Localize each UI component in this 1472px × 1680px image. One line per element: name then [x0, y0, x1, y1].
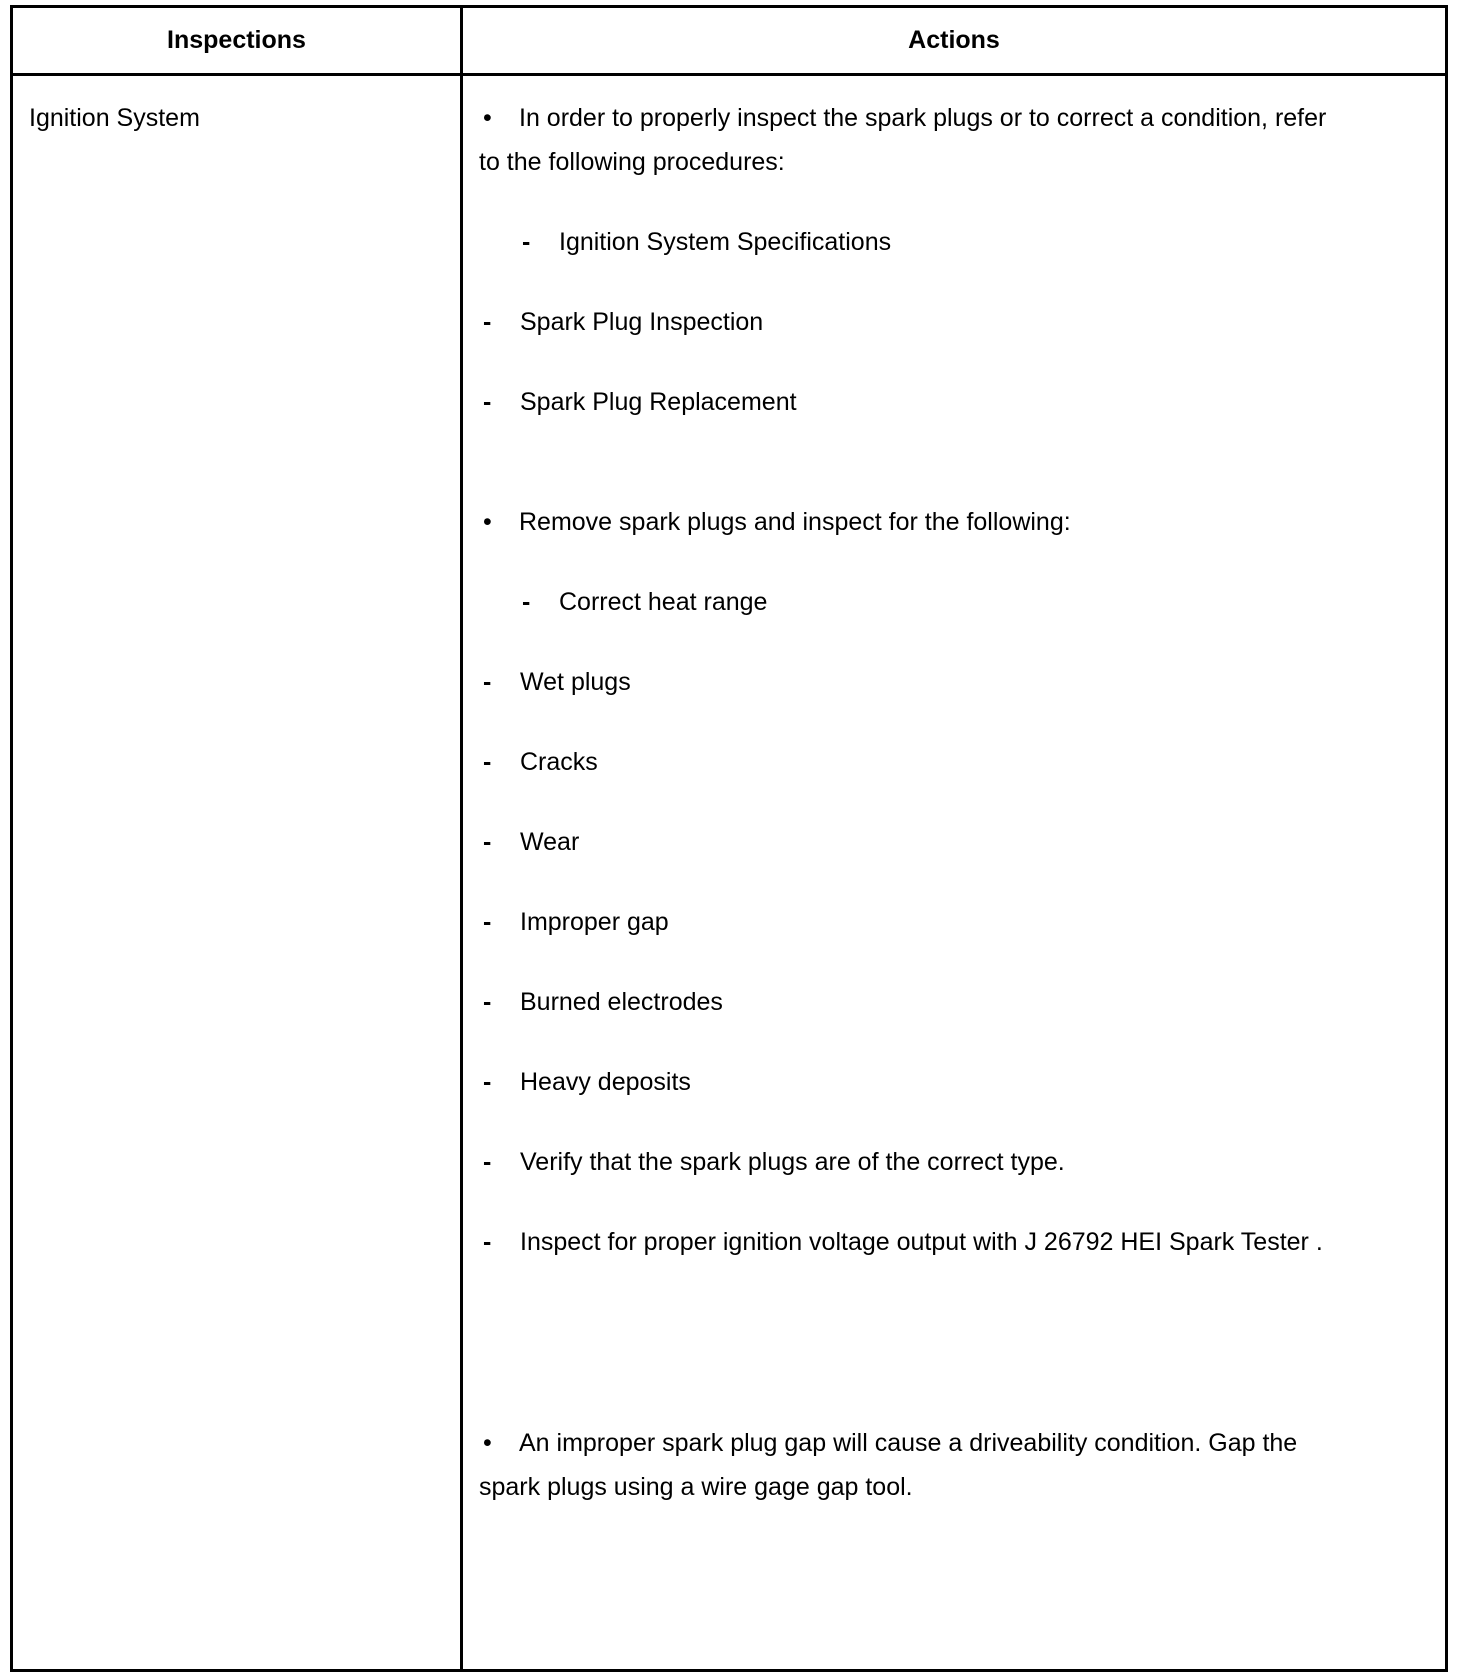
inspect-item-text: Cracks [520, 748, 598, 776]
inspect-item [479, 820, 1349, 864]
dash-icon: - [483, 308, 492, 336]
inspect-item [479, 900, 1349, 944]
gap-bullet-item [479, 1421, 1349, 1509]
dash-icon: - [483, 1148, 492, 1176]
remove-bullet-item [479, 500, 1349, 544]
inspect-item [479, 580, 1349, 624]
bullet-icon: • [483, 508, 492, 536]
inspect-item-text: Wet plugs [520, 668, 631, 696]
intro-bullet-item [479, 96, 1349, 184]
dash-icon: - [522, 588, 531, 616]
procedure-item [479, 380, 1349, 424]
inspect-item-text: Improper gap [520, 908, 669, 936]
procedure-text: Ignition System Specifications [559, 228, 892, 256]
inspect-item [479, 1140, 1349, 1184]
inspection-ignition-system: Ignition System [29, 104, 200, 132]
dash-icon: - [483, 908, 492, 936]
dash-icon: - [483, 828, 492, 856]
inspect-item [479, 1060, 1349, 1104]
inspection-table [10, 5, 1448, 1672]
header-actions: Actions [908, 26, 1000, 54]
dash-icon: - [483, 748, 492, 776]
dash-icon: - [483, 988, 492, 1016]
inspect-item-text: Wear [520, 828, 580, 856]
bullet-icon: • [483, 1429, 492, 1457]
dash-icon: - [483, 388, 492, 416]
dash-icon: - [522, 228, 531, 256]
inspect-item-text: Inspect for proper ignition voltage output with J 26792 HEI Spark Tester . [520, 1228, 1323, 1256]
header-inspections: Inspections [167, 26, 306, 54]
actions-cell [479, 96, 1349, 1509]
procedure-item [479, 220, 1349, 264]
inspect-item-text: Verify that the spark plugs are of the correct type. [520, 1148, 1065, 1176]
procedure-text: Spark Plug Replacement [520, 388, 797, 416]
column-divider [460, 8, 463, 1669]
inspect-item-text: Correct heat range [559, 588, 768, 616]
inspect-item [479, 1220, 1349, 1264]
bullet-icon: • [483, 104, 492, 132]
dash-icon: - [483, 1068, 492, 1096]
remove-bullet-text: Remove spark plugs and inspect for the following: [519, 508, 1071, 536]
gap-bullet-text: An improper spark plug gap will cause a driveability condition. Gap the spark plugs using a wire gage gap tool. [479, 1429, 1298, 1501]
header-divider [13, 73, 1445, 76]
intro-bullet-text: In order to properly inspect the spark plugs or to correct a condition, refer to the following procedures: [479, 104, 1327, 176]
dash-icon: - [483, 1228, 492, 1256]
procedure-text: Spark Plug Inspection [520, 308, 764, 336]
inspect-item-text: Heavy deposits [520, 1068, 691, 1096]
inspect-item [479, 980, 1349, 1024]
inspect-item [479, 740, 1349, 784]
procedure-item [479, 300, 1349, 344]
dash-icon: - [483, 668, 492, 696]
inspect-item [479, 660, 1349, 704]
inspect-item-text: Burned electrodes [520, 988, 723, 1016]
